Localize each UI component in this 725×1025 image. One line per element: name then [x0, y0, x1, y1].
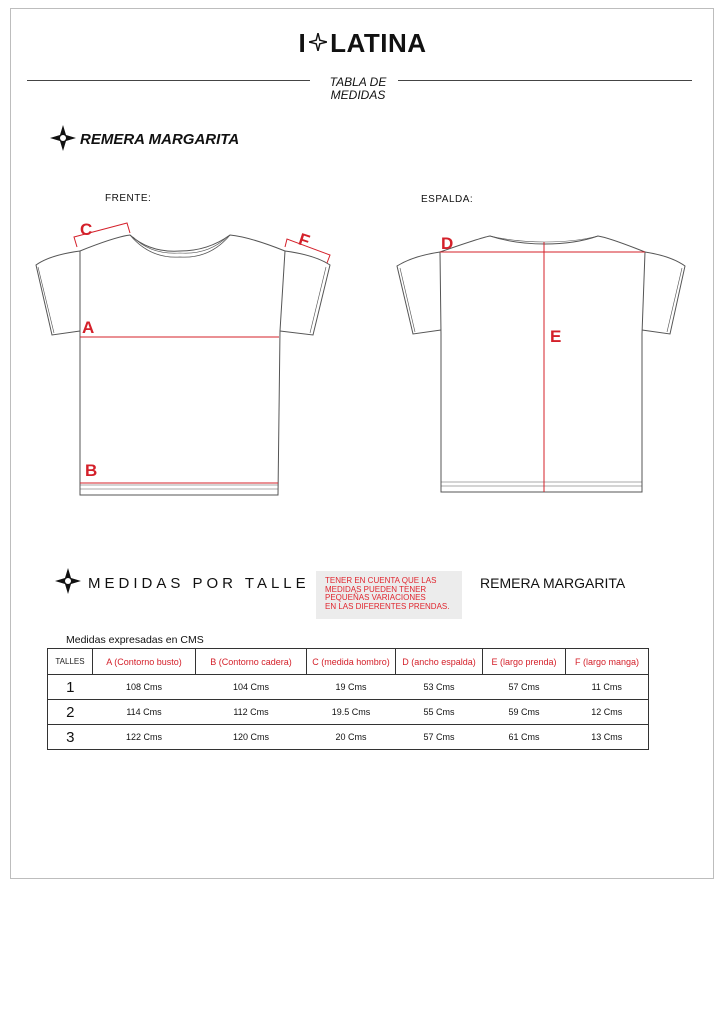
size-table	[47, 648, 649, 750]
note-line: TENER EN CUENTA QUE LAS	[325, 576, 437, 585]
cell-d: 53 Cms	[396, 675, 483, 700]
size-cell: 2	[48, 700, 93, 725]
cell-e: 61 Cms	[483, 725, 566, 750]
header-subtitle-line1: TABLA DE	[329, 75, 387, 89]
note-line: EN LAS DIFERENTES PRENDAS.	[325, 601, 450, 611]
product-title: REMERA MARGARITA	[80, 131, 240, 148]
cell-e: 57 Cms	[483, 675, 566, 700]
marker-b: B	[85, 461, 98, 480]
size-cell: 1	[48, 675, 93, 700]
back-view-label: ESPALDA:	[421, 194, 474, 205]
table-header-row	[48, 649, 649, 675]
cell-f: 12 Cms	[566, 700, 649, 725]
sizes-product-name: REMERA MARGARITA	[480, 575, 626, 591]
cell-c: 19 Cms	[307, 675, 396, 700]
col-header-talles: TALLES	[48, 649, 93, 675]
variation-note	[316, 571, 462, 619]
marker-f: F	[296, 229, 312, 251]
brand-name: LATINA	[330, 28, 427, 58]
cell-c: 19.5 Cms	[307, 700, 396, 725]
note-line: PEQUEÑAS VARIACIONES	[325, 593, 426, 602]
cell-b: 120 Cms	[196, 725, 307, 750]
cell-b: 104 Cms	[196, 675, 307, 700]
compass-star-icon	[55, 568, 81, 594]
brand-letter: I	[298, 28, 307, 58]
col-header-b: B (Contorno cadera)	[196, 649, 307, 675]
cell-d: 55 Cms	[396, 700, 483, 725]
units-caption: Medidas expresadas en CMS	[66, 634, 204, 646]
sizes-section-title: MEDIDAS POR TALLE	[88, 575, 310, 592]
marker-e: E	[550, 327, 562, 346]
col-header-e: E (largo prenda)	[483, 649, 566, 675]
cell-d: 57 Cms	[396, 725, 483, 750]
col-header-a: A (Contorno busto)	[93, 649, 196, 675]
col-header-f: F (largo manga)	[566, 649, 649, 675]
table-row	[48, 725, 649, 750]
table-row	[48, 700, 649, 725]
cell-a: 108 Cms	[93, 675, 196, 700]
note-line: MEDIDAS PUEDEN TENER	[325, 584, 427, 594]
cell-a: 114 Cms	[93, 700, 196, 725]
col-header-d: D (ancho espalda)	[396, 649, 483, 675]
marker-a: A	[82, 318, 95, 337]
cell-f: 11 Cms	[566, 675, 649, 700]
marker-d: D	[441, 234, 454, 253]
col-header-c: C (medida hombro)	[307, 649, 396, 675]
cell-a: 122 Cms	[93, 725, 196, 750]
marker-c: C	[80, 220, 93, 239]
cell-f: 13 Cms	[566, 725, 649, 750]
size-cell: 3	[48, 725, 93, 750]
table-row	[48, 675, 649, 700]
cell-e: 59 Cms	[483, 700, 566, 725]
cell-b: 112 Cms	[196, 700, 307, 725]
front-view-label: FRENTE:	[105, 193, 152, 204]
header-subtitle-line2: MEDIDAS	[330, 88, 386, 102]
cell-c: 20 Cms	[307, 725, 396, 750]
